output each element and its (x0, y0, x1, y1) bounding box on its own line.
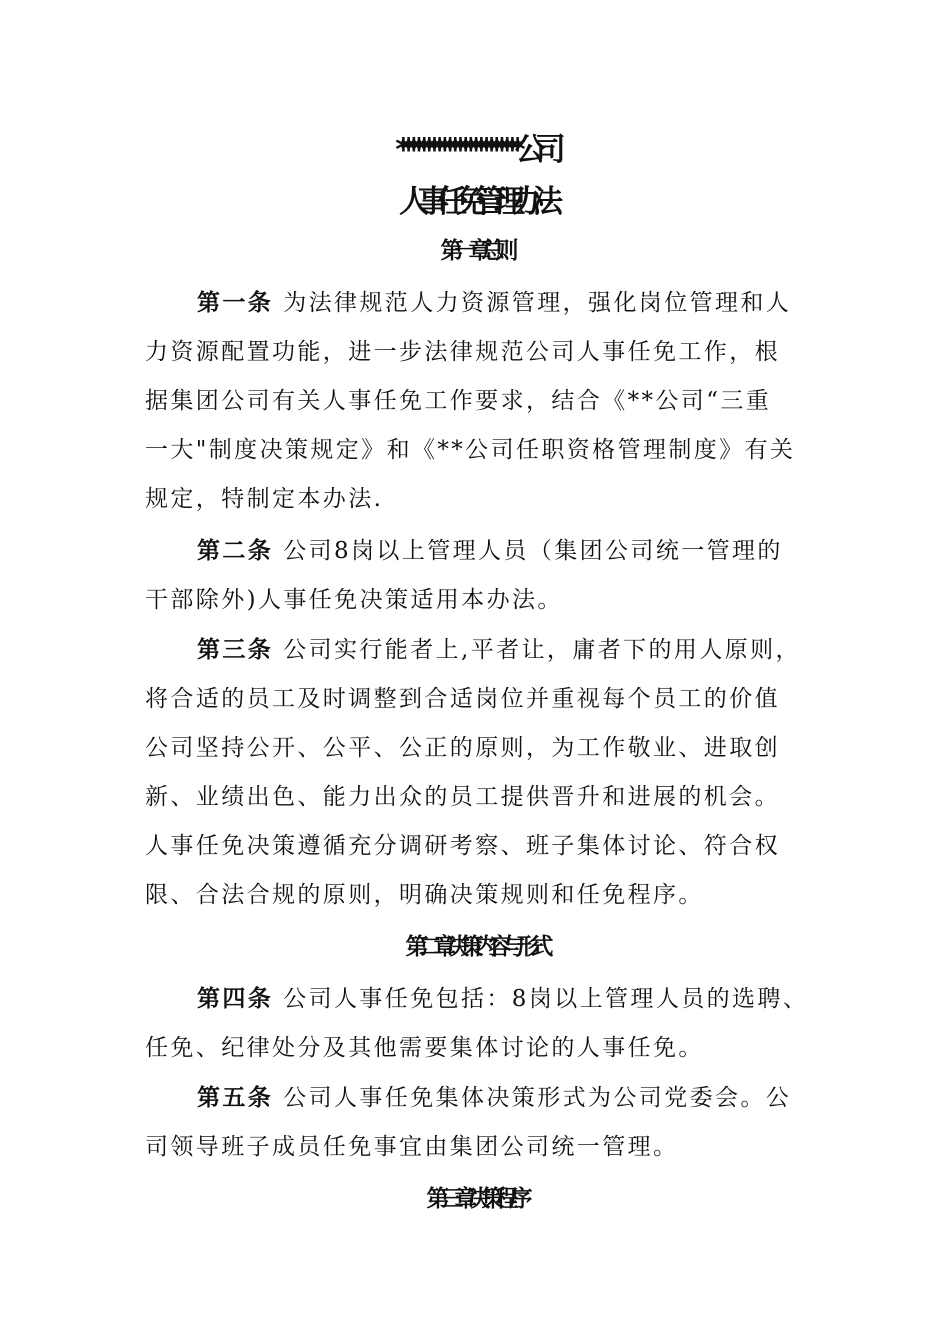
article-1-line: 一大"制度决策规定》和《**公司任职资格管理制度》有关 (145, 437, 796, 463)
article-4-label: 第四条 (197, 986, 274, 1012)
article-3-line: 将合适的员工及时调整到合适岗位并重视每个员工的价值 (145, 686, 780, 712)
article-1-line: 据集团公司有关人事任免工作要求，结合《**公司“三重 (145, 388, 772, 414)
article-2-text: 公司8岗以上管理人员（集团公司统一管理的 (283, 538, 783, 564)
chapter-1-heading: 第一章 总则 (440, 238, 510, 264)
article-5-label: 第五条 (197, 1085, 274, 1111)
article-4-text: 公司人事任免包括：8岗以上管理人员的选聘、 (283, 986, 809, 1012)
article-4-first-line (197, 980, 808, 1013)
chapter-2-heading: 第二章 决策内容与形式 (405, 934, 545, 960)
article-3-line: 限、合法合规的原则，明确决策规则和任免程序。 (145, 882, 704, 908)
chapter-3-heading: 第三章 决策程序 (426, 1186, 524, 1212)
article-2-line: 干部除外)人事任免决策适用本办法。 (145, 587, 563, 613)
article-3-text: 公司实行能者上,平者让，庸者下的用人原则， (283, 637, 801, 663)
article-2-first-line (197, 532, 783, 565)
article-3-line: 新、业绩出色、能力出众的员工提供晋升和进展的机会。 (145, 784, 780, 810)
article-3-line: 公司坚持公开、公平、公正的原则，为工作敬业、进取创 (145, 735, 780, 761)
article-1-line: 规定，特制定本办法. (145, 486, 384, 512)
article-1-label: 第一条 (197, 290, 274, 316)
article-1-text: 为法律规范人力资源管理，强化岗位管理和人 (283, 290, 792, 316)
article-3-label: 第三条 (197, 637, 274, 663)
article-2-label: 第二条 (197, 538, 274, 564)
article-5-text: 公司人事任免集体决策形式为公司党委会。公 (283, 1085, 792, 1111)
article-1-first-line (197, 284, 791, 317)
article-4-line: 任免、纪律处分及其他需要集体讨论的人事任免。 (145, 1035, 704, 1061)
article-3-line: 人事任免决策遵循充分调研考察、班子集体讨论、符合权 (145, 833, 780, 859)
article-5-line: 司领导班子成员任免事宜由集团公司统一管理。 (145, 1134, 679, 1160)
article-3-first-line (197, 631, 801, 664)
document-title: 人事任免管理办法 (399, 184, 551, 220)
article-5-first-line (197, 1079, 791, 1112)
article-1-line: 力资源配置功能，进一步法律规范公司人事任免工作，根 (145, 339, 780, 365)
company-name: ***** ************ ******公司 (395, 132, 555, 168)
